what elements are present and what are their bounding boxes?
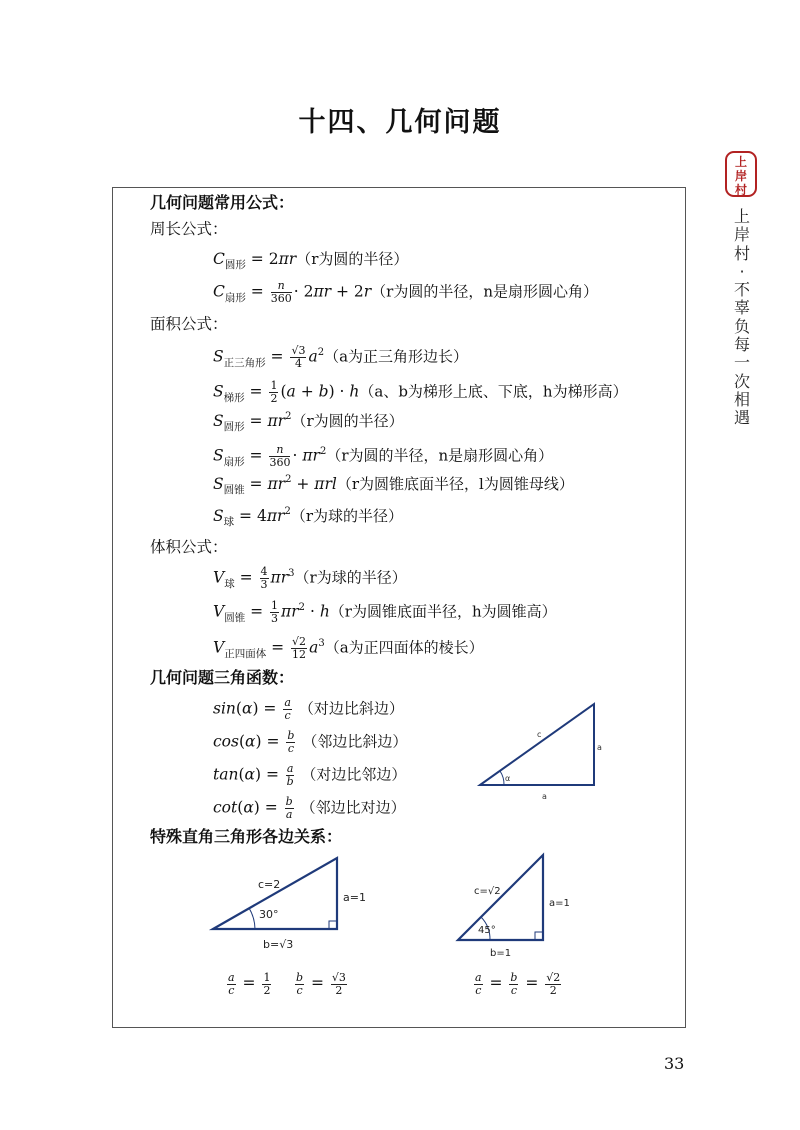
- frac-num: 1: [263, 970, 271, 984]
- equals: =: [242, 974, 256, 992]
- ratio-30-a: [225, 968, 273, 998]
- formula-c-sector: $C_{扇形}$ = $\frac{n}{360}$ · 2πr + 2r（r为圆的半径，n是扇形圆心角）: [213, 279, 599, 305]
- note-s-cone: （r为圆锥底面半径，l为圆锥母线）: [336, 475, 574, 493]
- trig-num: a: [284, 696, 291, 709]
- slogan-char: 不: [733, 280, 750, 300]
- ratio-30-b: [293, 968, 349, 998]
- sub-circle: 圆形: [224, 259, 246, 271]
- formula-s-circle: $S_{圆形} = \pi r^2(r$为圆的半径）: [213, 411, 404, 433]
- triangle-30-diagram: [205, 852, 375, 952]
- label-angle: 45°: [478, 925, 496, 936]
- seal-char: 岸: [734, 169, 747, 183]
- note-s-sector: （r为圆的半径，n是扇形圆心角）: [326, 446, 554, 465]
- label-adj: b=√3: [263, 938, 294, 951]
- trig-den: b: [286, 775, 294, 788]
- sub-cone: 圆锥: [224, 611, 246, 624]
- trig-fn: cot: [213, 798, 238, 817]
- formula-v-sphere: $V_球$ = $\frac{4}{3}$ $\pi r^3(r$为球的半径）: [213, 565, 407, 591]
- triangle-shape: [480, 704, 594, 785]
- frac-den: 2: [263, 983, 271, 997]
- seal-char: 上: [734, 155, 747, 169]
- formula-s-equilateral: $S_{正三角形}$ = $\frac{√3}{4}$ $a^2(a$为正三角形边长）: [213, 344, 469, 370]
- frac-den: c: [475, 983, 482, 997]
- frac-num: a: [475, 970, 482, 984]
- trig-note: （邻边比斜边）: [302, 732, 408, 751]
- trig-den: a: [285, 808, 293, 821]
- sub-trapezoid: 梯形: [223, 391, 245, 404]
- frac-num: b: [510, 970, 518, 984]
- note-s-trapezoid: （a、b为梯形上底、下底，h为梯形高）: [359, 382, 628, 401]
- slogan-char: 一: [733, 353, 750, 373]
- formula-c-circle: $C_{圆形} = 2\pi r(r$为圆的半径）: [213, 250, 409, 271]
- slogan-char: 遇: [733, 408, 750, 428]
- slogan-char: 每: [733, 335, 750, 355]
- slogan-char: 村: [733, 243, 750, 263]
- vertical-slogan: [732, 208, 752, 428]
- label-adj: b=1: [490, 948, 512, 959]
- label-angle: 30°: [259, 908, 279, 921]
- slogan-char: 相: [733, 389, 750, 409]
- angle-arc: [500, 771, 504, 785]
- note-s-circle: （r为圆的半径）: [291, 412, 404, 430]
- sub-tetrahedron: 正四面体: [224, 647, 267, 660]
- right-angle-mark: [329, 921, 337, 929]
- sub-cone: 圆锥: [223, 484, 245, 496]
- frac-num: b: [296, 970, 304, 984]
- trig-triangle-diagram: [470, 695, 610, 805]
- trig-cot: cot(α) = $\frac{b}{a}$ （邻边比对边）: [213, 795, 406, 821]
- note-c-sector: （r为圆的半径，n是扇形圆心角）: [371, 282, 599, 301]
- equals: =: [310, 974, 324, 992]
- slogan-char: 上: [733, 207, 750, 226]
- trig-num: b: [285, 795, 293, 808]
- trig-note: （邻边比对边）: [300, 798, 406, 817]
- sub-sphere: 球: [223, 516, 235, 528]
- trig-heading: 几何问题三角函数：: [150, 668, 295, 687]
- slogan-char: 负: [733, 316, 750, 336]
- label-opp: a: [597, 743, 602, 752]
- trig-num: b: [287, 729, 295, 742]
- label-hyp: c: [537, 730, 542, 739]
- trig-note: （对边比邻边）: [301, 765, 407, 784]
- sub-equilateral: 正三角形: [223, 356, 266, 369]
- trig-sin: sin(α) = $\frac{a}{c}$ （对边比斜边）: [213, 696, 404, 722]
- special-heading: 特殊直角三角形各边关系：: [150, 827, 343, 846]
- trig-note: （对边比斜边）: [298, 699, 404, 718]
- angle-arc: [249, 908, 255, 929]
- trig-num: a: [286, 762, 294, 775]
- frac-num: a: [228, 970, 235, 984]
- note-v-sphere: （r为球的半径）: [294, 568, 407, 587]
- sub-circle: 圆形: [223, 421, 245, 433]
- formula-v-cone: $V_{圆锥}$ = $\frac{1}{3}$ $\pi r^2 \cdot h(r$为圆锥底面半径，h为圆锥高）: [213, 599, 557, 625]
- label-opp: a=1: [343, 891, 366, 904]
- trig-tan: tan(α) = $\frac{a}{b}$ （对边比邻边）: [213, 762, 407, 788]
- label-opp: a=1: [549, 898, 570, 909]
- sub-sector: 扇形: [223, 455, 245, 468]
- sub-sphere: 球: [224, 577, 235, 590]
- trig-fn: cos: [213, 732, 239, 751]
- seal-logo: [725, 151, 757, 197]
- formula-s-trapezoid: $S_{梯形}$ = $\frac{1}{2}$ (a + b) · h（a、b为梯形上底、下底，h为梯形高）: [213, 379, 628, 405]
- frac-den: c: [228, 983, 235, 997]
- formula-s-sector: $S_{扇形}$ = $\frac{n}{360}$ · $\pi r^2(r$为圆的半径，n是扇形圆心角）: [213, 443, 554, 469]
- trig-fn: tan: [213, 765, 239, 784]
- frac-den: c: [510, 983, 518, 997]
- slogan-char: 次: [733, 371, 750, 391]
- formula-s-sphere: $S_球 = 4\pi r^2(r$为球的半径）: [213, 506, 403, 528]
- volume-heading: 体积公式：: [150, 538, 228, 556]
- label-hyp: c=2: [258, 878, 281, 891]
- formula-s-cone: $S_{圆锥} = \pi r^2 + \pi rl(r$为圆锥底面半径，l为圆锥母线）: [213, 474, 574, 496]
- label-adj: a: [542, 792, 547, 801]
- note-s-equilateral: （a为正三角形边长）: [324, 347, 469, 366]
- frac-num: √2: [546, 970, 561, 984]
- perimeter-heading: 周长公式：: [150, 220, 228, 238]
- frac-num: √3: [331, 970, 346, 984]
- trig-cos: cos(α) = $\frac{b}{c}$ （邻边比斜边）: [213, 729, 408, 755]
- slogan-char: 辜: [733, 298, 750, 318]
- area-heading: 面积公式：: [150, 315, 228, 333]
- label-angle: α: [505, 774, 511, 783]
- trig-den: c: [284, 709, 291, 722]
- page-number: 33: [664, 1054, 685, 1073]
- formulas-heading: 几何问题常用公式：: [150, 193, 295, 212]
- trig-fn: sin: [213, 699, 236, 718]
- note-s-sphere: （r为球的半径）: [290, 507, 403, 525]
- triangle-shape: [458, 855, 543, 940]
- note-v-cone: （r为圆锥底面半径，h为圆锥高）: [329, 602, 557, 621]
- sub-sector: 扇形: [224, 291, 246, 304]
- note-v-tetra: （a为正四面体的棱长）: [324, 638, 484, 657]
- frac-den: 2: [335, 983, 343, 997]
- right-angle-mark: [535, 932, 543, 940]
- page-title: 十四、几何问题: [298, 107, 502, 138]
- label-hyp: c=√2: [474, 886, 501, 897]
- triangle-45-diagram: [450, 850, 580, 962]
- slogan-char: 岸: [733, 225, 750, 245]
- slogan-char: ·: [739, 261, 745, 281]
- ratio-45: $\frac{a}{c}$ = $\frac{b}{c}$ = $\frac{√2}{2}$: [475, 970, 561, 997]
- seal-char: 村: [734, 183, 747, 197]
- formula-v-tetra: $V_{正四面体}$ = $\frac{√2}{12}$ $a^3(a$为正四面体的棱长）: [213, 635, 484, 661]
- trig-den: c: [287, 742, 294, 755]
- frac-den: 2: [549, 983, 557, 997]
- frac-den: c: [296, 983, 303, 997]
- note-c-circle: （r为圆的半径）: [296, 250, 409, 268]
